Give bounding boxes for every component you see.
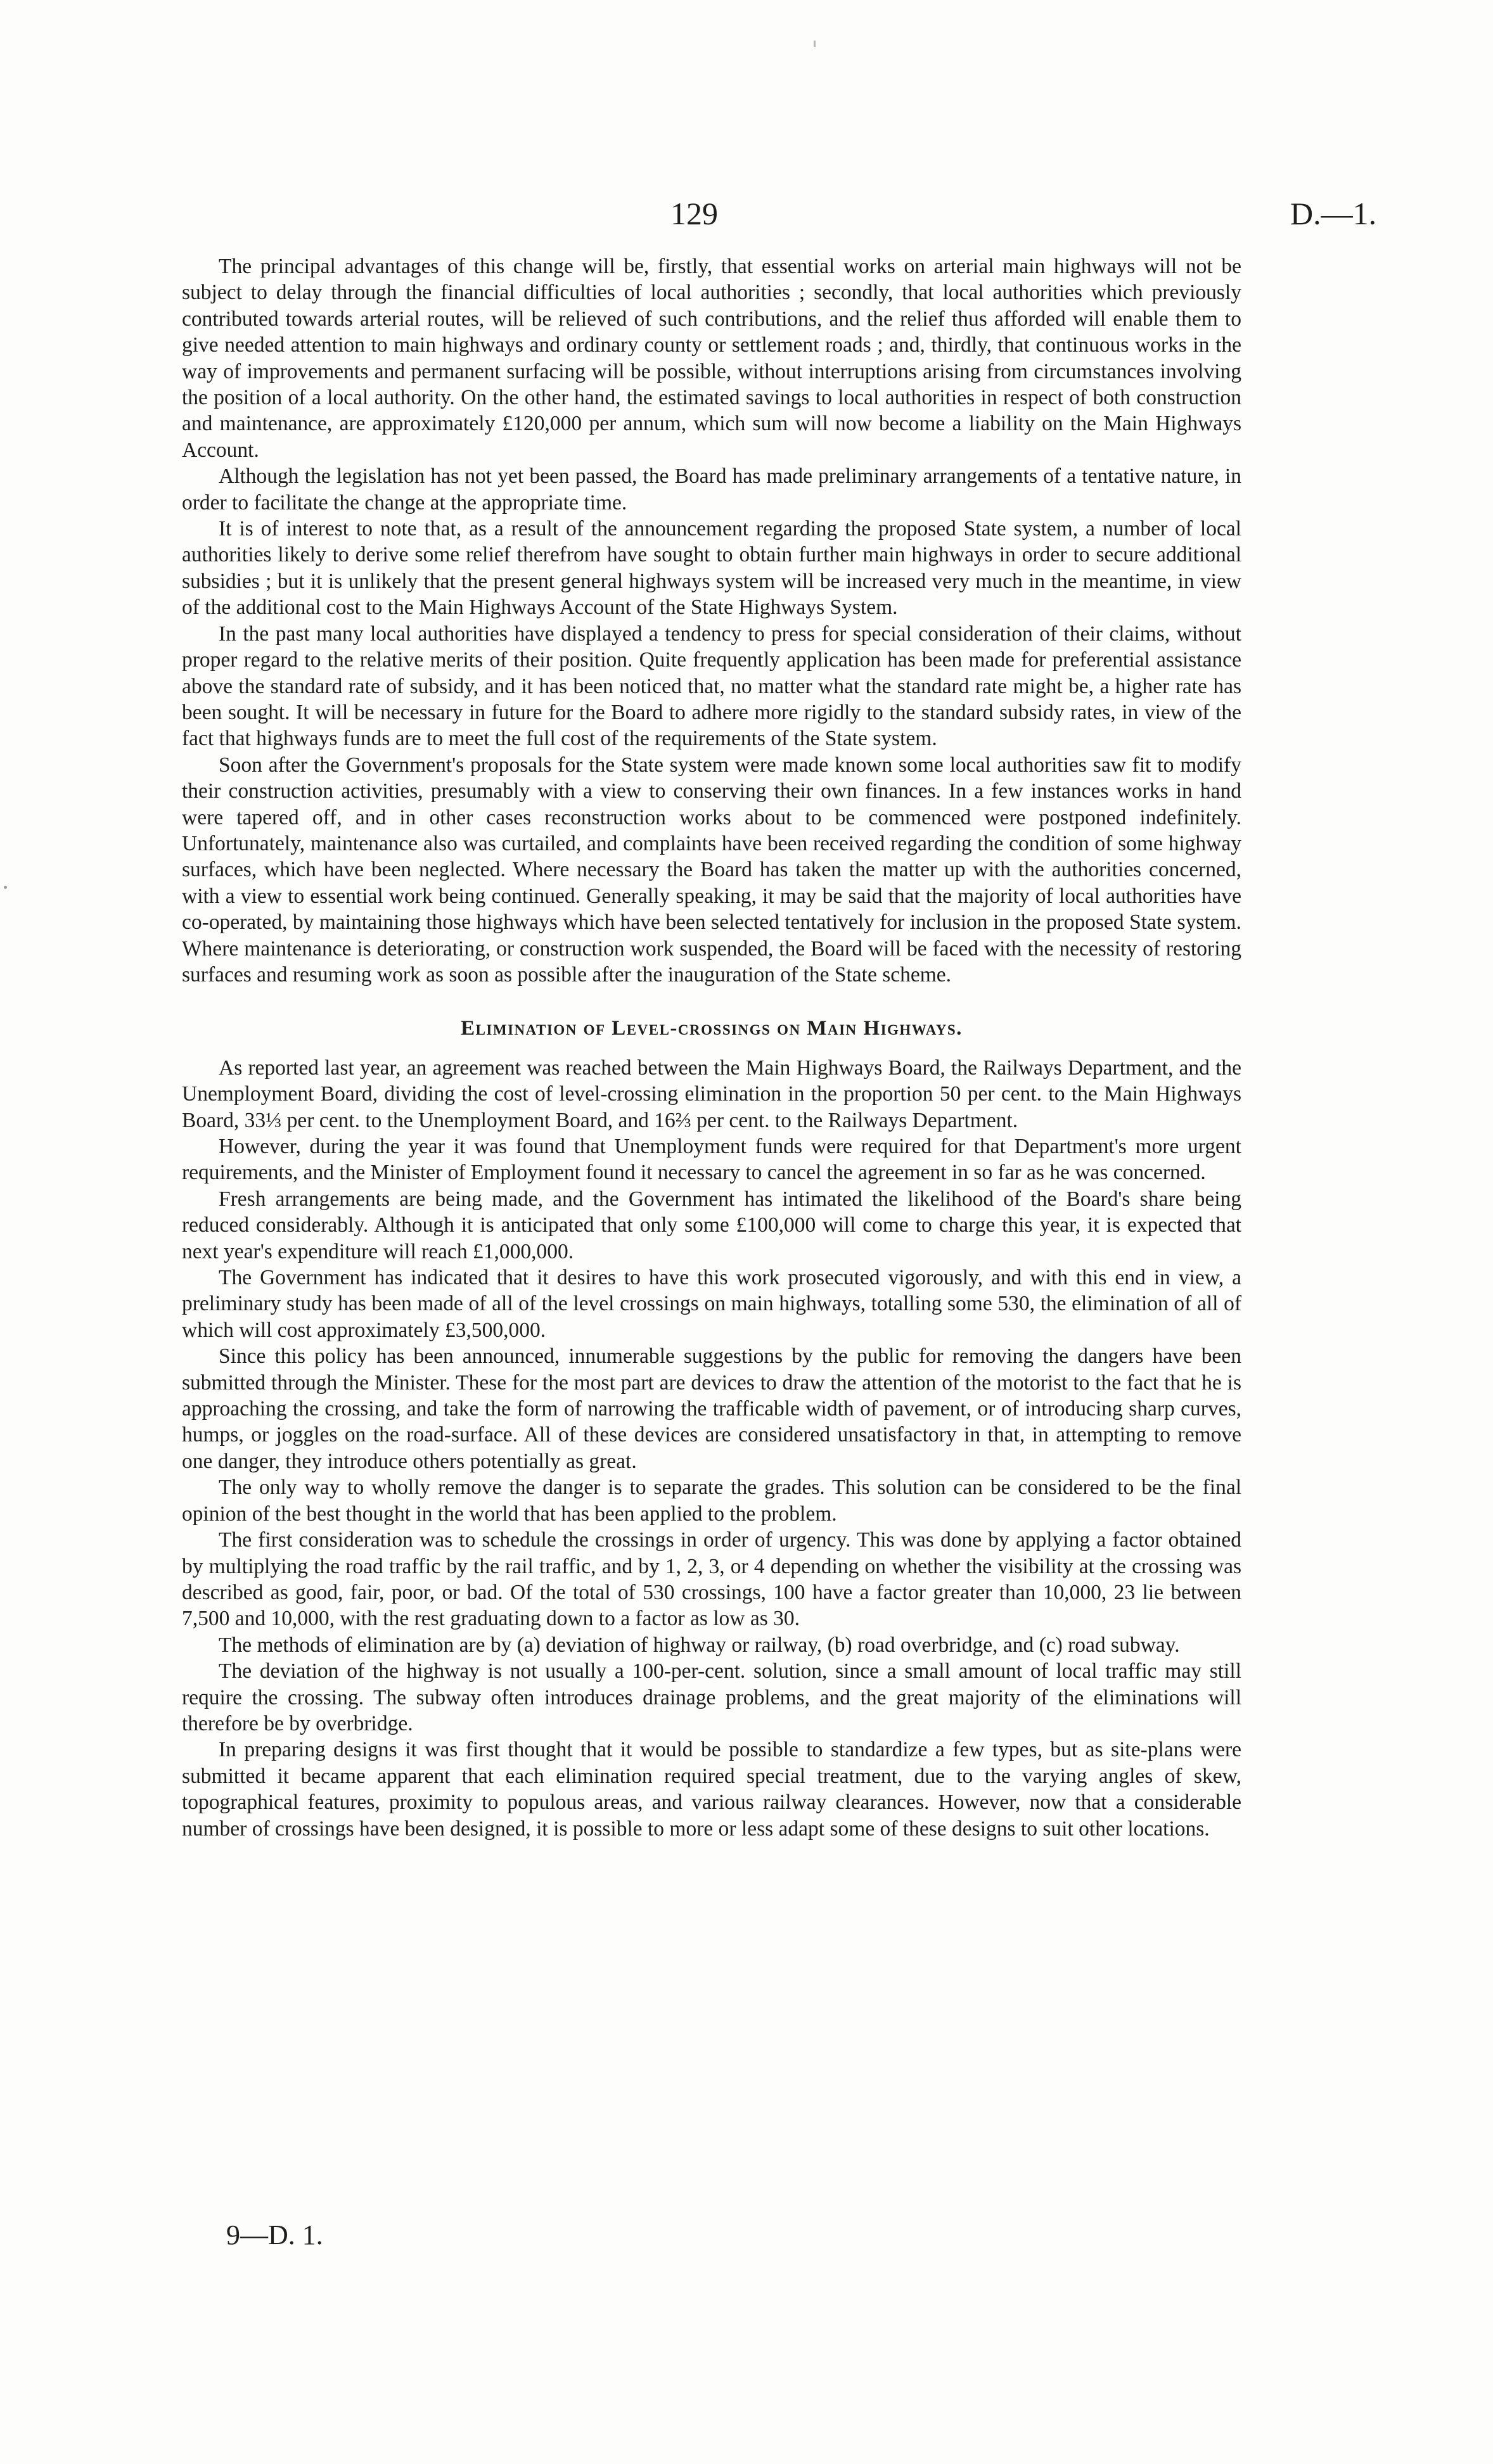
paragraph: Although the legislation has not yet been passed, the Board has made preliminary arrangements of a tentative nature, in order to facilitate the change at the appropriate time. (182, 464, 1241, 514)
paragraph: The methods of elimination are by (a) deviation of highway or railway, (b) road overbridge, and (c) road subway. (219, 1633, 1180, 1657)
paragraph: It is of interest to note that, as a result of the announcement regarding the proposed State system, a number of local authorities likely to derive some relief therefrom have sought to obtain further main highways in order to secure additional subsidies ; but it is unlikely that the present general highways system will be increased very much in the meantime, in view of the additional cost to the Main Highways Account of the State Highways System. (182, 517, 1241, 620)
paragraph: In preparing designs it was first thought that it would be possible to standardize a few types, but as site-plans were submitted it became apparent that each elimination required special treatment, due to the varying angles of skew, topographical features, proximity to populous areas, and various railway clearances. However, now that a considerable number of crossings have been designed, it is possible to more or less adapt some of these designs to suit other locations. (182, 1738, 1241, 1841)
signature-mark: 9—D. 1. (226, 2219, 323, 2250)
paragraph: The first consideration was to schedule the crossings in order of urgency. This was done by applying a factor obtained by multiplying the road traffic by the rail traffic, and by 1, 2, 3, or 4 depending on whether the visibility at the crossing was described as good, fair, poor, or bad. Of the total of 530 crossings, 100 have a factor greater than 10,000, 23 lie between 7,500 and 10,000, with the rest graduating down to a factor as low as 30. (182, 1528, 1241, 1631)
document-reference: D.—1. (1290, 196, 1377, 231)
paragraph: The only way to wholly remove the danger is to separate the grades. This solution can be considered to be the final opinion of the best thought in the world that has been applied to the problem. (182, 1476, 1241, 1526)
body-text (182, 253, 1241, 1842)
paragraph: Since this policy has been announced, innumerable suggestions by the public for removing the dangers have been submitted through the Minister. These for the most part are devices to draw the attention of the motorist to the fact that he is approaching the crossing, and take the form of narrowing the trafficable width of pavement, or of introducing sharp curves, humps, or joggles on the road-surface. All of these devices are considered unsatisfactory in that, in attempting to remove one danger, they introduce others potentially as great. (182, 1344, 1241, 1473)
page-number: 129 (670, 196, 718, 231)
paragraph: The principal advantages of this change will be, firstly, that essential works on arterial main highways will not be subject to delay through the financial difficulties of local authorities ; secondly, that local authorities which previously contributed towards arterial routes, will be relieved of such contributions, and the relief thus afforded will enable them to give needed attention to main highways and ordinary county or settlement roads ; and, thirdly, that continuous works in the way of improvements and permanent surfacing will be possible, without interruptions arising from circumstances involving the position of a local authority. On the other hand, the estimated savings to local authorities in respect of both construction and maintenance, are approximately £120,000 per annum, which sum will now become a liability on the Main Highways Account. (182, 255, 1241, 462)
paragraph: In the past many local authorities have displayed a tendency to press for special consideration of their claims, without proper regard to the relative merits of their position. Quite frequently application has been made for preferential assistance above the standard rate of subsidy, and it has been noticed that, no matter what the standard rate might be, a higher rate has been sought. It will be necessary in future for the Board to adhere more rigidly to the standard subsidy rates, in view of the fact that highways funds are to meet the full cost of the requirements of the State system. (182, 622, 1241, 751)
paragraph: Fresh arrangements are being made, and the Government has intimated the likelihood of the Board's share being reduced considerably. Although it is anticipated that only some £100,000 will come to charge this year, it is expected that next year's expenditure will reach £1,000,000. (182, 1187, 1241, 1263)
paragraph: Soon after the Government's proposals for the State system were made known some local authorities saw fit to modify their construction activities, presumably with a view to conserving their own finances. In a few instances works in hand were tapered off, and in other cases reconstruction works about to be commenced were postponed indefinitely. Unfortunately, maintenance also was curtailed, and complaints have been received regarding the condition of some highway surfaces, which have been neglected. Where necessary the Board has taken the matter up with the authorities concerned, with a view to essential work being continued. Generally speaking, it may be said that the majority of local authorities have co-operated, by maintaining those highways which have been selected tentatively for inclusion in the proposed State system. Where maintenance is deteriorating, or construction work suspended, the Board will be faced with the necessity of restoring surfaces and resuming work as soon as possible after the inauguration of the State scheme. (182, 753, 1241, 986)
paragraph: However, during the year it was found that Unemployment funds were required for that Department's more urgent requirements, and the Minister of Employment found it necessary to cancel the agreement in so far as he was concerned. (182, 1135, 1241, 1185)
paragraph: The Government has indicated that it desires to have this work prosecuted vigorously, and with this end in view, a preliminary study has been made of all of the level crossings on main highways, totalling some 530, the elimination of all of which will cost approximately £3,500,000. (182, 1266, 1241, 1342)
section-heading: Elimination of Level-crossings on Main Highways. (461, 1017, 963, 1040)
paragraph: As reported last year, an agreement was reached between the Main Highways Board, the Railways Department, and the Unemployment Board, dividing the cost of level-crossing elimination in the proportion 50 per cent. to the Main Highways Board, 33⅓ per cent. to the Unemployment Board, and 16⅔ per cent. to the Railways Department. (182, 1056, 1241, 1132)
paragraph: The deviation of the highway is not usually a 100-per-cent. solution, since a small amount of local traffic may still require the crossing. The subway often introduces drainage problems, and the great majority of the eliminations will therefore be by overbridge. (182, 1659, 1241, 1735)
scan-mark (814, 41, 816, 47)
scan-dot (4, 886, 7, 889)
